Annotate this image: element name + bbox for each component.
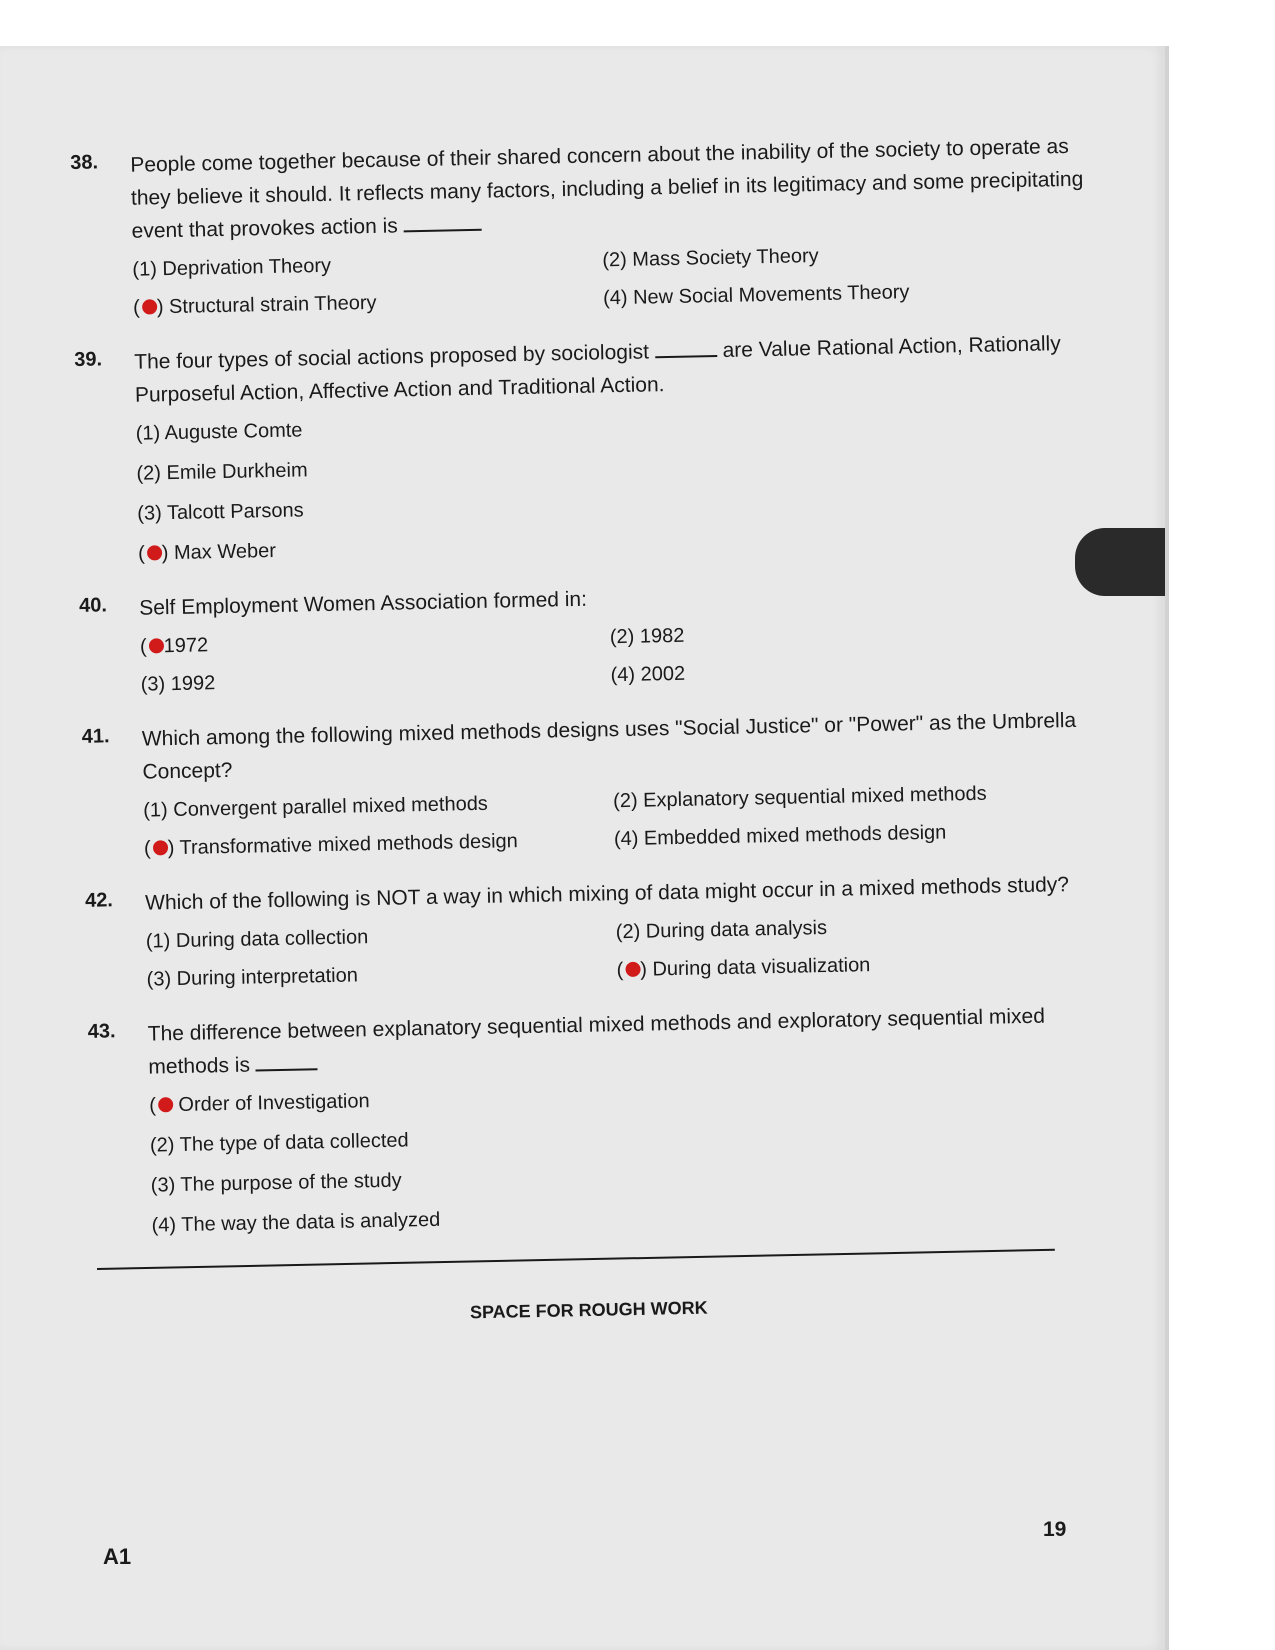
option-2: (2) 1982 xyxy=(609,624,685,649)
red-answer-mark xyxy=(147,545,162,560)
option-1-marked: ( 1972 xyxy=(139,634,209,658)
question-39 xyxy=(74,326,1098,570)
option-3: (3) 1992 xyxy=(140,672,216,696)
question-38 xyxy=(70,130,1093,325)
option-3-marked: ( ) Transformative mixed methods design xyxy=(143,830,519,860)
page-number: 19 xyxy=(1043,1518,1067,1541)
question-number: 43. xyxy=(87,1020,116,1043)
question-text: Which among the following mixed methods designs uses "Social Justice" or "Power" as the Umbrella Concept? xyxy=(141,708,1077,784)
option-list xyxy=(149,1070,1112,1241)
question-number: 38. xyxy=(70,151,99,174)
red-answer-mark xyxy=(148,638,163,653)
answer-blank xyxy=(404,227,482,233)
option-grid xyxy=(146,906,1107,995)
question-number: 42. xyxy=(84,889,114,912)
option-2: (2) Mass Society Theory xyxy=(602,244,819,272)
question-text: People come together because of their shared concern about the inability of the society to operate as they believe it should. It reflects many factors, including a belief in its legitimacy and some precipitating event that provokes action is xyxy=(130,134,1084,243)
option-1-marked: ( Order of Investigation xyxy=(148,1090,370,1117)
question-text: Which of the following is NOT a way in which mixing of data might occur in a mixed methods study? xyxy=(144,873,1070,915)
booklet-code: A1 xyxy=(103,1544,132,1569)
option-3: (3) The purpose of the study xyxy=(150,1169,402,1197)
question-40 xyxy=(79,572,1101,701)
question-text: The four types of social actions proposed by sociologist are Value Rational Action, Rationally Purposeful Action, Affective Action and Traditional Action. xyxy=(134,332,1061,407)
rough-work-label: SPACE FOR ROUGH WORK xyxy=(469,1297,708,1323)
option-3: (3) During interpretation xyxy=(146,964,359,991)
question-text: Self Employment Women Association formed in: xyxy=(138,587,588,620)
question-number: 40. xyxy=(78,594,108,617)
option-4-marked: ( ) During data visualization xyxy=(616,954,871,982)
red-answer-mark xyxy=(158,1097,173,1112)
option-4: (4) New Social Movements Theory xyxy=(602,281,910,310)
option-grid xyxy=(143,775,1104,864)
option-2: (2) The type of data collected xyxy=(149,1129,409,1157)
answer-blank xyxy=(655,353,717,358)
question-number: 39. xyxy=(73,348,103,371)
option-4: (4) The way the data is analyzed xyxy=(151,1208,441,1237)
question-41 xyxy=(82,703,1105,865)
option-grid xyxy=(132,235,1093,324)
option-3-marked: ( ) Structural strain Theory xyxy=(132,291,377,319)
option-2: (2) During data analysis xyxy=(615,916,828,944)
question-number: 41. xyxy=(81,725,110,748)
option-4: (4) Embedded mixed methods design xyxy=(613,821,947,851)
option-list xyxy=(135,398,1098,569)
red-answer-mark xyxy=(625,962,640,977)
question-42 xyxy=(85,867,1107,996)
question-list xyxy=(70,130,1112,1265)
option-2: (2) Emile Durkheim xyxy=(136,459,308,485)
red-answer-mark xyxy=(153,840,168,855)
option-4-marked: ( ) Max Weber xyxy=(137,539,277,565)
red-answer-mark xyxy=(142,299,157,314)
option-1: (1) During data collection xyxy=(145,926,369,953)
answer-blank xyxy=(256,1066,318,1071)
option-1: (1) Deprivation Theory xyxy=(132,254,332,281)
option-3: (3) Talcott Parsons xyxy=(137,499,304,525)
question-text: The difference between explanatory sequential mixed methods and exploratory sequential mixed methods is xyxy=(147,1004,1046,1079)
option-grid xyxy=(140,611,1101,700)
option-1: (1) Convergent parallel mixed methods xyxy=(143,792,489,822)
option-4: (4) 2002 xyxy=(610,662,686,687)
option-2: (2) Explanatory sequential mixed methods xyxy=(612,782,987,813)
option-1: (1) Auguste Comte xyxy=(135,419,303,445)
question-43 xyxy=(87,998,1111,1242)
